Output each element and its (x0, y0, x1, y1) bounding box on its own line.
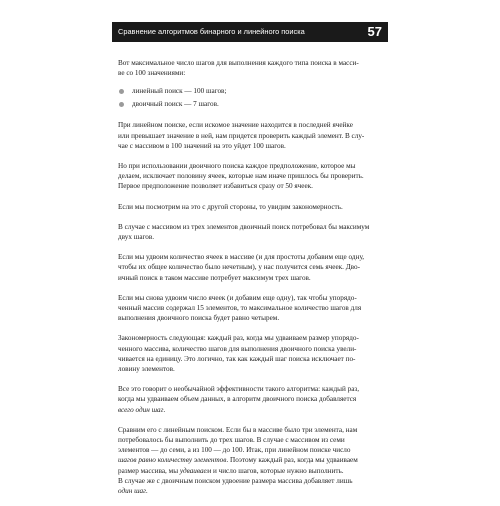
bullet-dot-icon (119, 89, 124, 94)
emphasis-text: всего один шаг (118, 405, 164, 414)
text-line: ве со 100 значениями: (118, 69, 186, 78)
paragraph (118, 222, 380, 242)
text-line: когда мы удваиваем объем данных, в алгоритм двоичного поиска добавляется (118, 395, 357, 404)
paragraph (118, 425, 380, 496)
text-line: В случае с массивом из трех элементов двоичный поиск потребовал бы максимум (118, 222, 370, 231)
list-item (118, 86, 380, 97)
text-line: ченного массива, количество шагов для выполнения двоичного поиска увели- (118, 344, 357, 353)
text-line: Если мы удвоим количество ячеек в массиве (и для простоты добавим еще одну, (118, 253, 365, 262)
text-line: Закономерность следующая: каждый раз, когда мы удваиваем размер упорядо- (118, 334, 359, 343)
text-line (118, 405, 380, 415)
text-line: Но при использовании двоичного поиска каждое предположение, которое мы (118, 162, 356, 171)
list-item (118, 99, 380, 110)
text-fragment: . (145, 487, 148, 496)
text-line: чае с массивом в 100 значений на это уйдет 100 шагов. (118, 141, 286, 150)
text-line: ловину элементов. (118, 365, 175, 374)
list-item-text: двоичный поиск — 7 шагов. (132, 100, 219, 109)
text-fragment: размер массива, мы (118, 466, 180, 475)
paragraph (118, 333, 380, 374)
list-item-text: линейный поиск — 100 шагов; (132, 87, 227, 96)
text-line: двух шагов. (118, 233, 155, 242)
emphasis-text: удваиваем (179, 466, 212, 475)
text-line: или превышает значение в ней, нам придется проверить каждый элемент. В слу- (118, 131, 365, 140)
paragraph (118, 202, 380, 212)
text-line: ченный массив содержал 15 элементов, то максимальное количество шагов для (118, 304, 362, 313)
text-line: делаем, исключает половину ячеек, которые нам иначе пришлось бы проверить. (118, 172, 364, 181)
text-line: Первое предположение позволяет избавиться сразу от 50 ячеек. (118, 182, 313, 191)
emphasis-text: один шаг (118, 487, 146, 496)
emphasis-text: шагов равно количеству элементов (118, 456, 227, 465)
text-line: ичный поиск в таком массиве потребует максимум трех шагов. (118, 273, 311, 282)
text-line: При линейном поиске, если искомое значение находится в последней ячейке (118, 121, 353, 130)
paragraph (118, 161, 380, 192)
text-line (118, 455, 380, 465)
text-fragment: . Поэтому каждый раз, когда мы удваиваем (226, 456, 358, 465)
text-line: выполнения двоичного поиска будет равно четырем. (118, 314, 280, 323)
text-line: чтобы их общее количество было нечетным), у нас получится семь ячеек. Дво- (118, 263, 360, 272)
text-line: элементов — до семи, а из 100 — до 100. Итак, при линейном поиске число (118, 446, 351, 455)
text-line: В случае же с двоичным поиском удвоение размера массива добавляет лишь (118, 476, 353, 485)
intro-paragraph (118, 58, 380, 78)
bullet-dot-icon (119, 102, 124, 107)
body-text (118, 58, 380, 506)
text-line: Сравним его с линейным поиском. Если бы в массиве было три элемента, нам (118, 425, 358, 434)
text-line (118, 466, 380, 476)
text-line: Все это говорит о необычайной эффективности такого алгоритма: каждый раз, (118, 385, 360, 394)
paragraph (118, 384, 380, 415)
paragraph (118, 252, 380, 283)
text-fragment: и число шагов, которые нужно выполнить. (211, 466, 344, 475)
paragraph (118, 120, 380, 151)
text-line: Вот максимальное число шагов для выполнения каждого типа поиска в масси- (118, 59, 359, 67)
text-line: потребовалось бы выполнить до трех шагов. В случае с массивом из семи (118, 436, 345, 445)
running-header (112, 22, 388, 42)
text-line: Если мы снова удвоим число ячеек (и добавим еще одну), так чтобы упорядо- (118, 293, 357, 302)
text-fragment: . (163, 405, 166, 414)
paragraph (118, 293, 380, 324)
bullet-list (118, 86, 380, 110)
text-line: Если мы посмотрим на это с другой стороны, то увидим закономерность. (118, 202, 343, 211)
chapter-title: Сравнение алгоритмов бинарного и линейного поиска (118, 27, 305, 36)
text-line (118, 486, 380, 496)
text-line: чивается на единицу. Это логично, так как каждый шаг поиска исключает по- (118, 354, 356, 363)
page-number: 57 (367, 24, 382, 39)
